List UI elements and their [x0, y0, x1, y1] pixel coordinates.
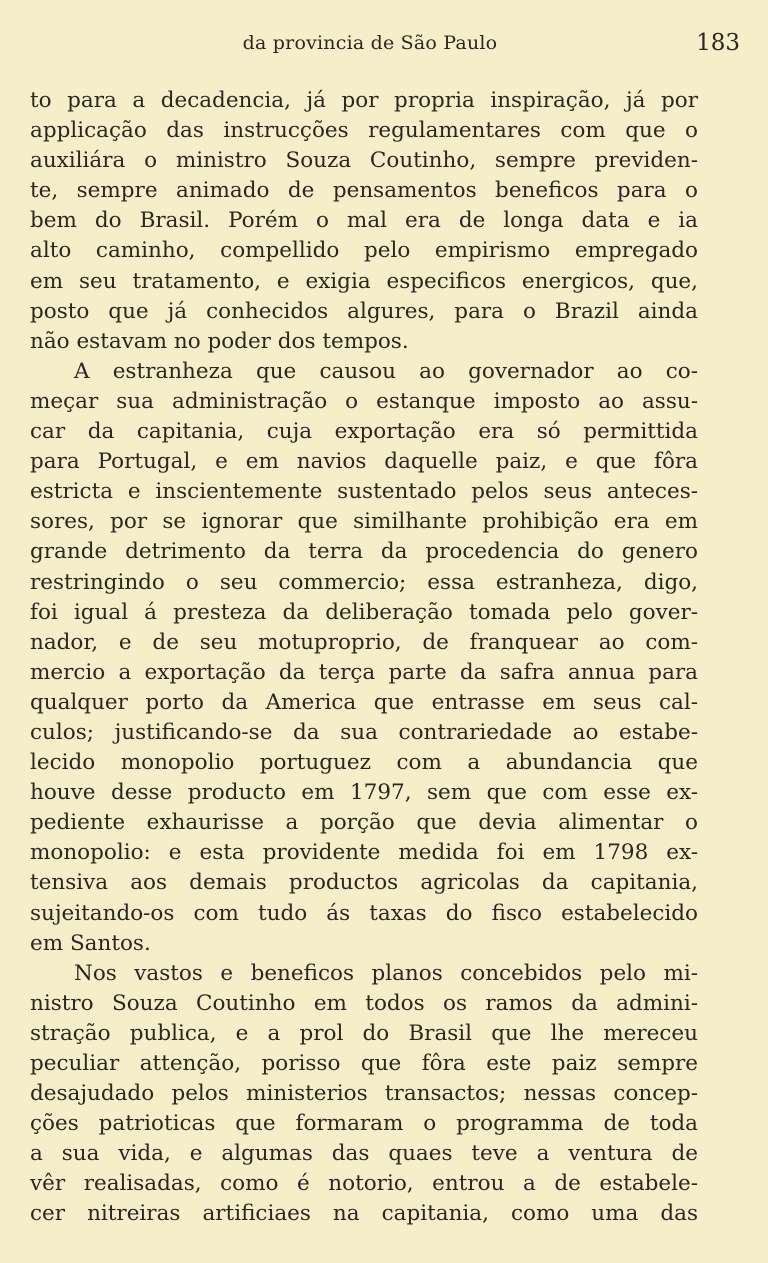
- text-line: não estavam no poder dos tempos.: [30, 328, 409, 354]
- text-line: nistro Souza Coutinho em todos os ramos da admini-: [30, 990, 698, 1016]
- text-line: peculiar attenção, porisso que fôra este paiz sempre: [30, 1051, 698, 1076]
- text-line: meçar sua administração o estanque imposto ao assu-: [30, 388, 698, 414]
- running-title: da provincia de São Paulo: [242, 32, 498, 54]
- text-line: bem do Brasil. Porém o mal era de longa data e ia: [30, 208, 698, 234]
- paragraph-first-line: Nos vastos e beneficos planos concebidos pelo mi-: [74, 960, 698, 986]
- text-line: restringindo o seu commercio; essa estranheza, digo,: [30, 569, 698, 595]
- text-line: posto que já conhecidos algures, para o Brazil ainda: [30, 298, 698, 324]
- text-line: alto caminho, compellido pelo empirismo empregado: [30, 238, 698, 264]
- body-text: [30, 86, 698, 1230]
- text-line: mercio a exportação da terça parte da safra annua para: [30, 659, 698, 685]
- text-line: a sua vida, e algumas das quaes teve a ventura de: [30, 1141, 698, 1167]
- text-line: foi igual á presteza da deliberação tomada pelo gover-: [30, 599, 698, 625]
- text-line: em Santos.: [30, 930, 151, 956]
- text-line: lecido monopolio portuguez com a abundancia que: [30, 750, 698, 776]
- text-line: pediente exhaurisse a porção que devia alimentar o: [30, 810, 698, 836]
- text-line: tensiva aos demais productos agricolas da capitania,: [30, 870, 698, 896]
- paragraph-first-line: A estranheza que causou ao governador ao co-: [74, 358, 698, 384]
- text-line: ções patrioticas que formaram o programma de toda: [30, 1111, 698, 1137]
- text-line: auxiliára o ministro Souza Coutinho, sempre previden-: [30, 148, 698, 174]
- text-line: te, sempre animado de pensamentos beneficos para o: [30, 178, 698, 204]
- text-line: vêr realisadas, como é notorio, entrou a de estabele-: [30, 1171, 698, 1197]
- text-line: para Portugal, e em navios daquelle paiz, e que fôra: [30, 449, 698, 475]
- text-line: estricta e inscientemente sustentado pelos seus anteces-: [30, 479, 698, 505]
- text-line: cer nitreiras artificiaes na capitania, como uma das: [30, 1201, 698, 1227]
- text-line: desajudado pelos ministerios transactos; nessas concep-: [30, 1081, 698, 1107]
- text-line: to para a decadencia, já por propria inspiração, já por: [30, 88, 698, 113]
- text-line: nador, e de seu motuproprio, de franquear ao com-: [30, 629, 698, 655]
- text-line: em seu tratamento, e exigia especificos energicos, que,: [30, 268, 698, 294]
- text-line: sujeitando-os com tudo ás taxas do fisco estabelecido: [30, 900, 698, 926]
- text-line: car da capitania, cuja exportação era só permittida: [30, 419, 698, 445]
- page-number: 183: [696, 30, 740, 56]
- text-line: culos; justificando-se da sua contrariedade ao estabe-: [30, 719, 698, 745]
- page-header: [30, 28, 740, 62]
- text-line: qualquer porto da America que entrasse em seus cal-: [30, 689, 698, 715]
- text-line: houve desse producto em 1797, sem que com esse ex-: [30, 780, 698, 806]
- text-line: monopolio: e esta providente medida foi em 1798 ex-: [30, 840, 698, 866]
- text-line: stração publica, e a prol do Brasil que lhe mereceu: [30, 1020, 698, 1046]
- text-line: applicação das instrucções regulamentares com que o: [30, 118, 698, 144]
- text-line: grande detrimento da terra da procedencia do genero: [30, 539, 698, 565]
- text-line: sores, por se ignorar que similhante prohibição era em: [30, 509, 698, 535]
